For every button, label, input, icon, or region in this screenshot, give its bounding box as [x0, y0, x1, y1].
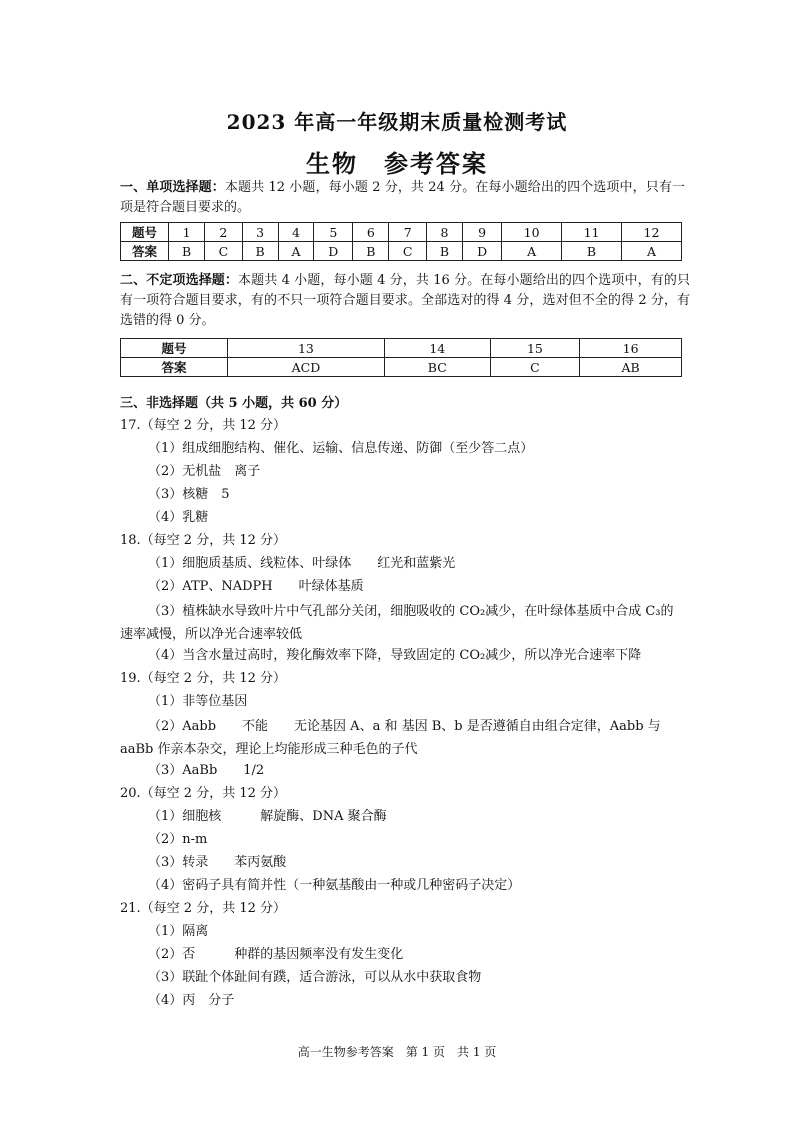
q19-heading: 19.（每空 2 分，共 12 分）	[120, 671, 287, 686]
page-footer: 高一生物参考答案 第 1 页 共 1 页	[297, 1045, 497, 1059]
section2-text: 本题共 4 小题，每小题 4 分，共 16 分。在每小题给出的四个选项中，有的只有一项符合题目要求，有的不只一项符合题目要求。全部选对的得 4 分，选对但不全的得 2 分，有选错的得 0 分。	[120, 273, 690, 328]
section1-text: 本题共 12 小题，每小题 2 分，共 24 分。在每小题给出的四个选项中，只有一项是符合题目要求的。	[120, 180, 685, 215]
q19-answer-2: （2）Aabb 不能 无论基因 A、a 和 基因 B、b 是否遵循自由组合定律，Aabb 与 aaBb 作亲本杂交，理论上均能形成三种毛色的子代	[120, 719, 661, 757]
section1-intro	[120, 178, 685, 218]
answer-cell: BC	[384, 358, 490, 377]
question-number-cell: 8	[426, 223, 462, 242]
answer-key-title: 生物 参考答案	[306, 149, 488, 178]
q17-answer-4: （4）乳糖	[148, 510, 209, 525]
question-number-cell: 12	[621, 223, 681, 242]
q20-answer-1: （1）细胞核 解旋酶、DNA 聚合酶	[148, 809, 387, 824]
table-header-cell: 题号	[121, 339, 228, 358]
answer-cell: B	[562, 242, 622, 261]
q20-answer-4: （4）密码子具有简并性（一种氨基酸由一种或几种密码子决定）	[148, 878, 521, 893]
q20-answer-3: （3）转录 苯丙氨酸	[148, 855, 287, 870]
section3-heading: 三、非选择题（共 5 小题，共 60 分）	[120, 396, 348, 411]
table-header-cell: 答案	[121, 358, 228, 377]
question-number-cell: 2	[205, 223, 242, 242]
answer-cell: C	[205, 242, 242, 261]
question-number-cell: 4	[278, 223, 314, 242]
q18-answer-3: （3）植株缺水导致叶片中气孔部分关闭，细胞吸收的 CO₂减少，在叶绿体基质中合成 C₃的速率减慢，所以净光合速率较低	[120, 604, 674, 642]
question-number-cell: 15	[490, 339, 580, 358]
table-row	[121, 358, 682, 377]
table-header-cell: 题号	[121, 223, 169, 242]
question-number-cell: 13	[228, 339, 385, 358]
table-row	[121, 339, 682, 358]
q20-answer-2: （2）n-m	[148, 832, 208, 847]
answer-cell: A	[278, 242, 314, 261]
question-number-cell: 5	[314, 223, 353, 242]
q18-heading: 18.（每空 2 分，共 12 分）	[120, 533, 287, 548]
answer-cell: A	[502, 242, 562, 261]
q21-heading: 21.（每空 2 分，共 12 分）	[120, 901, 287, 916]
answer-cell: B	[426, 242, 462, 261]
q17-answer-2: （2）无机盐 离子	[148, 464, 261, 479]
q17-answer-3: （3）核糖 5	[148, 487, 230, 502]
answer-cell: C	[490, 358, 580, 377]
q17-answer-1: （1）组成细胞结构、催化、运输、信息传递、防御（至少答二点）	[148, 441, 534, 456]
answer-cell: ACD	[228, 358, 385, 377]
q20-heading: 20.（每空 2 分，共 12 分）	[120, 786, 287, 801]
section1-answer-table	[120, 222, 682, 261]
section1-label: 一、单项选择题：	[120, 180, 225, 195]
q18-answer-4: （4）当含水量过高时，羧化酶效率下降，导致固定的 CO₂减少，所以净光合速率下降	[148, 648, 642, 663]
q21-answer-1: （1）隔离	[148, 924, 209, 939]
question-number-cell: 3	[242, 223, 278, 242]
answer-cell: D	[314, 242, 353, 261]
question-number-cell: 14	[384, 339, 490, 358]
q19-answer-3: （3）AaBb 1/2	[148, 763, 265, 778]
q21-answer-4: （4）丙 分子	[148, 993, 235, 1008]
answer-cell: AB	[580, 358, 682, 377]
q19-answer-1: （1）非等位基因	[148, 694, 248, 709]
answer-cell: B	[242, 242, 278, 261]
q18-answer-1: （1）细胞质基质、线粒体、叶绿体 红光和蓝紫光	[148, 556, 456, 571]
q18-answer-2: （2）ATP、NADPH 叶绿体基质	[148, 579, 364, 594]
table-row	[121, 242, 682, 261]
answer-cell: C	[389, 242, 426, 261]
section2-intro	[120, 271, 690, 331]
section2-label: 二、不定项选择题：	[120, 273, 239, 288]
answer-cell: A	[621, 242, 681, 261]
answer-cell: B	[169, 242, 205, 261]
q21-answer-3: （3）联趾个体趾间有蹼，适合游泳，可以从水中获取食物	[148, 970, 482, 985]
exam-title: 2023 年高一年级期末质量检测考试	[226, 110, 568, 134]
answer-cell: B	[353, 242, 389, 261]
question-number-cell: 7	[389, 223, 426, 242]
question-number-cell: 9	[463, 223, 502, 242]
table-header-cell: 答案	[121, 242, 169, 261]
question-number-cell: 6	[353, 223, 389, 242]
section2-answer-table	[120, 338, 682, 377]
question-number-cell: 11	[562, 223, 622, 242]
q17-heading: 17.（每空 2 分，共 12 分）	[120, 418, 287, 433]
question-number-cell: 16	[580, 339, 682, 358]
answer-cell: D	[463, 242, 502, 261]
question-number-cell: 10	[502, 223, 562, 242]
table-row	[121, 223, 682, 242]
q21-answer-2: （2）否 种群的基因频率没有发生变化	[148, 947, 404, 962]
question-number-cell: 1	[169, 223, 205, 242]
